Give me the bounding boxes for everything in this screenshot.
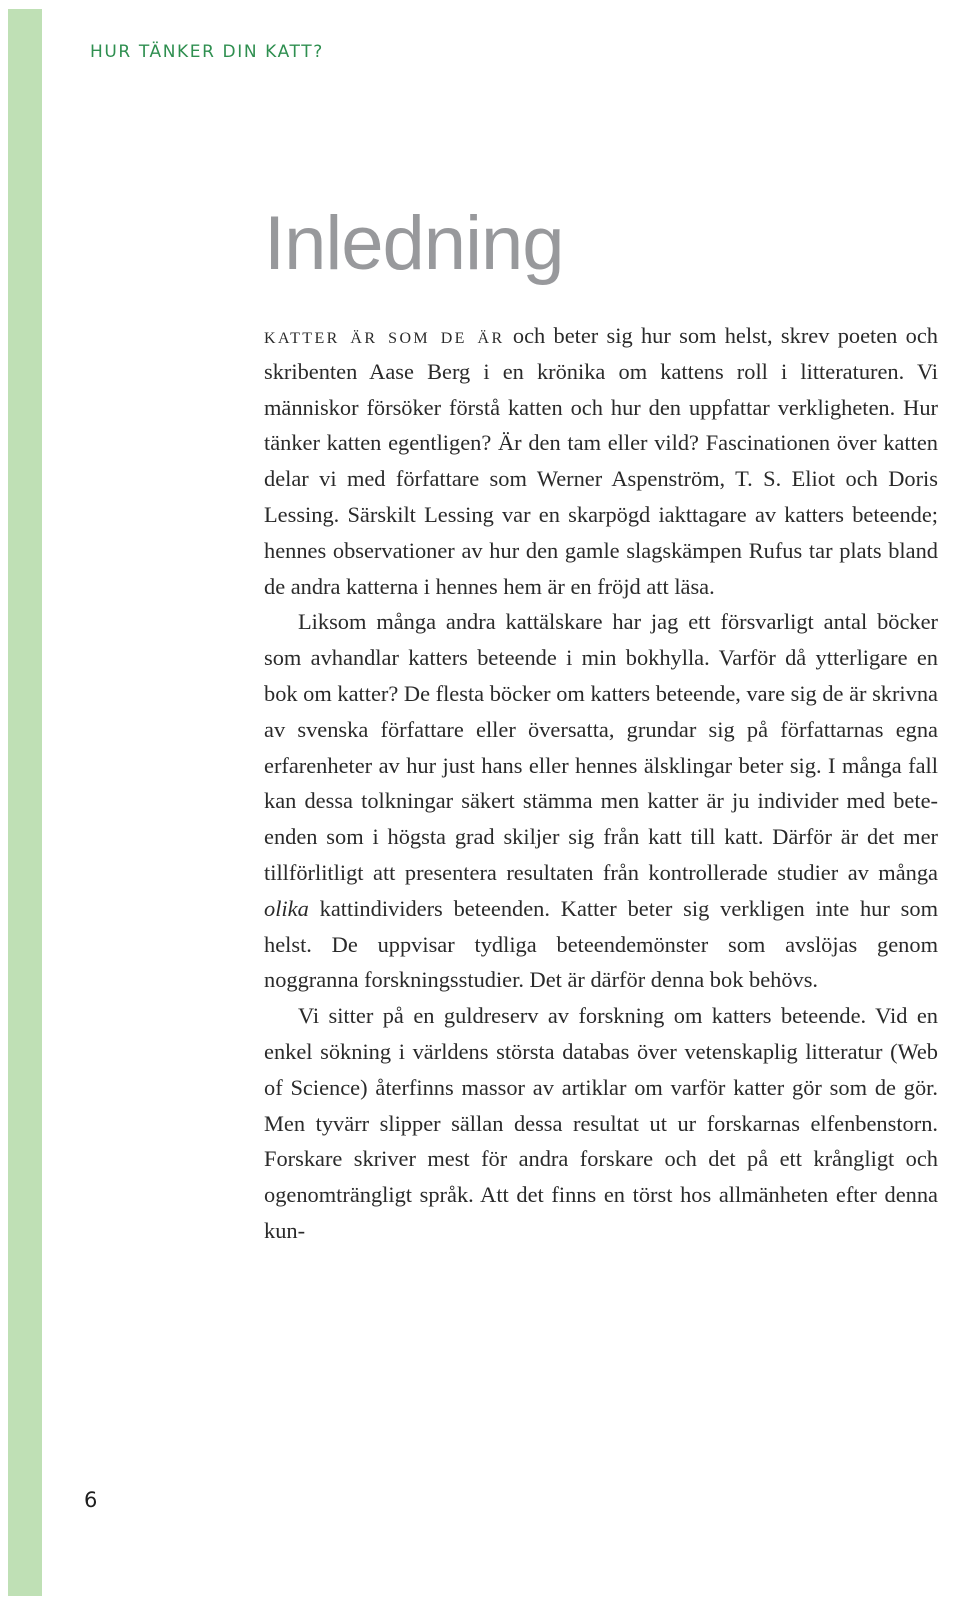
- paragraph-2-emphasis: olika: [264, 895, 309, 921]
- paragraph-2: [264, 604, 938, 998]
- paragraph-2-text-start: Liksom många andra kattälskare har jag ett försvarligt antal böcker som avhandlar katters beteende i min bokhylla. Varför då ytterligare en bok om katter? De flesta böcker om katters beteende, vare sig de är skrivna av svenska författare eller översatta, grundar sig på författarnas egna erfarenheter av hur just hans eller hennes älsklingar beter sig. I många fall kan dessa tolkningar säkert stämma men katter är ju individer med beteenden som i högsta grad skiljer sig från katt till katt. Därför är det mer tillförlitligt att presentera resultaten från kontrollerade studier av många: [264, 609, 938, 885]
- paragraph-1-text: och beter sig hur som helst, skrev poeten och skribenten Aase Berg i en krönika om kattens roll i litteraturen. Vi människor försöker förstå katten och hur den uppfattar verkligheten. Hur tänker katten egentligen? Är den tam eller vild? Fascinationen över katten delar vi med författare som Werner Aspenström, T. S. Eliot och Doris Lessing. Särskilt Lessing var en skarpögd iakttagare av katters beteende; hennes observationer av hur den gamle slagskämpen Rufus tar plats bland de andra katterna i hennes hem är en fröjd att läsa.: [264, 323, 939, 599]
- running-head: HUR TÄNKER DIN KATT?: [90, 42, 324, 62]
- page-edge-band: [8, 9, 42, 1596]
- chapter-title: Inledning: [264, 201, 564, 286]
- paragraph-3-text: Vi sitter på en guldreserv av forskning om katters beteende. Vid en enkel sökning i världens största databas över vetenskaplig litteratur (Web of Science) återfinns massor av artiklar om varför katter gör som de gör. Men tyvärr slipper sällan dessa resultat ut ur forskarnas elfenbenstorn. Forskare skriver mest för andra forskare och det på ett krångligt och ogenomträngligt språk. Att det finns en törst hos allmänheten efter denna kun-: [264, 1003, 938, 1243]
- paragraph-1: [264, 318, 938, 604]
- paragraph-2-text-end: kattindividers beteenden. Katter beter sig verkligen inte hur som helst. De uppvisar tydliga beteendemönster som avslöjas genom noggranna forskningsstudier. Det är därför denna bok behövs.: [264, 895, 938, 993]
- chapter-body: [264, 318, 938, 1249]
- page-number: 6: [84, 1488, 98, 1512]
- paragraph-3: [264, 998, 938, 1249]
- paragraph-lead-in: katter är som de är: [264, 323, 505, 348]
